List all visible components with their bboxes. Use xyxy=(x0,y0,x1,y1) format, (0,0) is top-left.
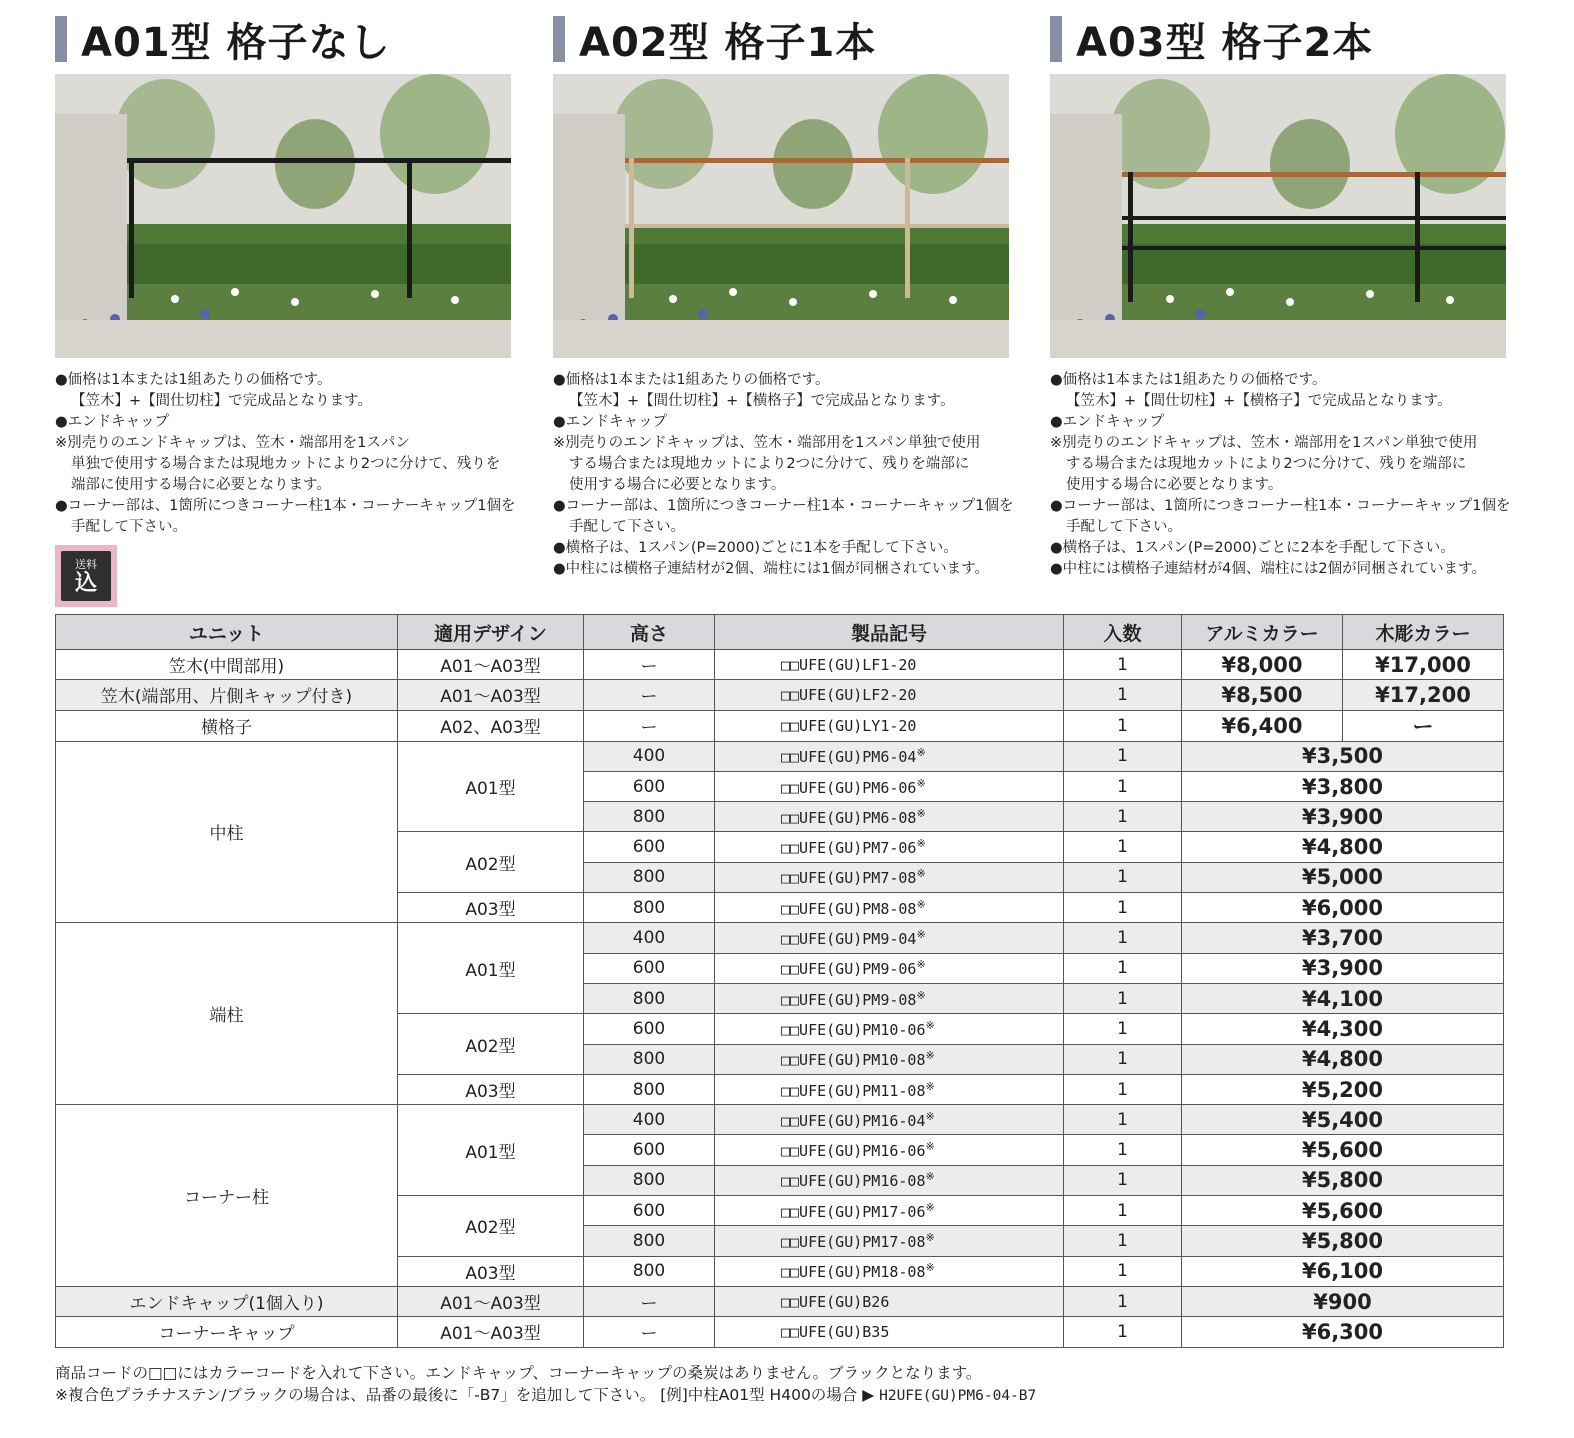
wood-price: ー xyxy=(1343,710,1504,741)
qty-cell: 1 xyxy=(1064,650,1182,680)
product-code: □□UFE(GU)PM6-08※ xyxy=(715,802,1064,832)
price-cell: ¥3,900 xyxy=(1182,953,1504,983)
design-column-a01 xyxy=(55,14,516,538)
height-cell: 600 xyxy=(584,771,715,801)
design-cell: A01型 xyxy=(398,1105,584,1196)
footer-line-1: 商品コードの□□にはカラーコードを入れて下さい。エンドキャップ、コーナーキャップの桑炭はありません。ブラックとなります。 xyxy=(55,1364,982,1382)
header-alumi: アルミカラー xyxy=(1182,615,1343,650)
footer-line-2: ※複合色プラチナステン/ブラックの場合は、品番の最後に「-B7」を追加して下さい。 [例]中柱A01型 H400の場合 ▶ H2UFE(GU)PM6-04-B7 xyxy=(55,1386,1037,1404)
height-cell: 800 xyxy=(584,1044,715,1074)
height-cell: 600 xyxy=(584,1196,715,1226)
unit-cell: 横格子 xyxy=(56,710,398,741)
product-code: □□UFE(GU)PM16-06※ xyxy=(715,1135,1064,1165)
qty-cell: 1 xyxy=(1064,923,1182,953)
design-cell: A02型 xyxy=(398,1196,584,1257)
price-cell: ¥5,200 xyxy=(1182,1074,1504,1104)
product-code: □□UFE(GU)PM16-04※ xyxy=(715,1105,1064,1135)
price-cell: ¥4,800 xyxy=(1182,1044,1504,1074)
note-mark: ※ xyxy=(925,1200,935,1214)
product-code: □□UFE(GU)PM9-08※ xyxy=(715,983,1064,1013)
table-row xyxy=(56,1286,1504,1316)
unit-cell: 端柱 xyxy=(56,923,398,1105)
height-cell: ー xyxy=(584,650,715,680)
fence-photo-a03 xyxy=(1050,74,1506,358)
qty-cell: 1 xyxy=(1064,862,1182,892)
design-cell: A01型 xyxy=(398,923,584,1014)
product-code: □□UFE(GU)PM7-06※ xyxy=(715,832,1064,862)
header-height: 高さ xyxy=(584,615,715,650)
height-cell: 800 xyxy=(584,893,715,923)
height-cell: 800 xyxy=(584,983,715,1013)
note-mark: ※ xyxy=(916,867,926,881)
note-mark: ※ xyxy=(925,1049,935,1063)
product-code: □□UFE(GU)PM18-08※ xyxy=(715,1256,1064,1286)
design-column-a03 xyxy=(1050,14,1511,580)
design-cell: A03型 xyxy=(398,893,584,923)
product-code: □□UFE(GU)PM6-06※ xyxy=(715,771,1064,801)
qty-cell: 1 xyxy=(1064,953,1182,983)
product-code: □□UFE(GU)B35 xyxy=(715,1317,1064,1347)
product-code: □□UFE(GU)LF1-20 xyxy=(715,650,1064,680)
price-cell: ¥3,900 xyxy=(1182,802,1504,832)
example-code: H2UFE(GU)PM6-04-B7 xyxy=(879,1388,1037,1404)
note-mark: ※ xyxy=(916,958,926,972)
note-mark: ※ xyxy=(925,1018,935,1032)
notes-list: ●価格は1本または1組あたりの価格です。 【笠木】+【間仕切柱】+【横格子】で完成品となります。 ●エンドキャップ ※別売りのエンドキャップは、笠木・端部用を1スパン単独で使用 する場合または現地カットにより2つに分けて、残りを端部に 使用する場合に必要となります。 ●コーナー部は、1箇所につきコーナー柱1本・コーナーキャップ1個を 手配して下さい。 ●横格子は、1スパン(P=2000)ごとに1本を手配して下さい。 ●中柱には横格子連結材が2個、端柱には1個が同梱されています。 xyxy=(553,372,1014,577)
height-cell: 400 xyxy=(584,1105,715,1135)
qty-cell: 1 xyxy=(1064,1286,1182,1316)
product-code: □□UFE(GU)PM11-08※ xyxy=(715,1074,1064,1104)
note-mark: ※ xyxy=(925,1261,935,1275)
price-cell: ¥4,800 xyxy=(1182,832,1504,862)
unit-cell: エンドキャップ(1個入り) xyxy=(56,1286,398,1316)
alumi-price: ¥6,400 xyxy=(1182,710,1343,741)
design-cell: A03型 xyxy=(398,1074,584,1104)
arrow-right-icon: ▶ xyxy=(862,1386,875,1404)
design-cell: A01〜A03型 xyxy=(398,680,584,710)
height-cell: ー xyxy=(584,680,715,710)
qty-cell: 1 xyxy=(1064,771,1182,801)
price-cell: ¥4,300 xyxy=(1182,1014,1504,1044)
wood-price: ¥17,200 xyxy=(1343,680,1504,710)
price-cell: ¥6,000 xyxy=(1182,893,1504,923)
design-cell: A01〜A03型 xyxy=(398,1317,584,1347)
title-accent-bar xyxy=(55,16,67,62)
note-mark: ※ xyxy=(916,988,926,1002)
note-mark: ※ xyxy=(916,806,926,820)
price-cell: ¥3,500 xyxy=(1182,741,1504,771)
note-mark: ※ xyxy=(916,897,926,911)
height-cell: 800 xyxy=(584,1256,715,1286)
product-code: □□UFE(GU)PM8-08※ xyxy=(715,893,1064,923)
height-cell: 600 xyxy=(584,1014,715,1044)
height-cell: 400 xyxy=(584,923,715,953)
qty-cell: 1 xyxy=(1064,680,1182,710)
height-cell: ー xyxy=(584,1286,715,1316)
notes-list: ●価格は1本または1組あたりの価格です。 【笠木】+【間仕切柱】で完成品となります。 ●エンドキャップ ※別売りのエンドキャップは、笠木・端部用を1スパン 単独で使用する場合または現地カットにより2つに分けて、残りを 端部に使用する場合に必要となります。 ●コーナー部は、1箇所につきコーナー柱1本・コーナーキャップ1個を 手配して下さい。 xyxy=(55,372,516,535)
product-code: □□UFE(GU)PM17-06※ xyxy=(715,1196,1064,1226)
header-design: 適用デザイン xyxy=(398,615,584,650)
note-mark: ※ xyxy=(916,837,926,851)
footer-notes xyxy=(55,1362,1036,1407)
design-cell: A01〜A03型 xyxy=(398,650,584,680)
design-title: A03型 格子2本 xyxy=(1050,14,1506,64)
unit-cell: コーナーキャップ xyxy=(56,1317,398,1347)
product-code: □□UFE(GU)B26 xyxy=(715,1286,1064,1316)
product-code: □□UFE(GU)PM17-08※ xyxy=(715,1226,1064,1256)
table-row xyxy=(56,710,1504,741)
product-code: □□UFE(GU)LY1-20 xyxy=(715,710,1064,741)
height-cell: 800 xyxy=(584,862,715,892)
price-cell: ¥5,800 xyxy=(1182,1165,1504,1195)
header-unit: ユニット xyxy=(56,615,398,650)
unit-cell: 笠木(中間部用) xyxy=(56,650,398,680)
height-cell: 800 xyxy=(584,1074,715,1104)
note-mark: ※ xyxy=(916,928,926,942)
note-mark: ※ xyxy=(925,1109,935,1123)
product-code: □□UFE(GU)PM10-08※ xyxy=(715,1044,1064,1074)
table-header-row xyxy=(56,615,1504,650)
unit-cell: コーナー柱 xyxy=(56,1105,398,1287)
table-row xyxy=(56,923,1504,953)
height-cell: 800 xyxy=(584,1226,715,1256)
height-cell: ー xyxy=(584,1317,715,1347)
price-cell: ¥6,300 xyxy=(1182,1317,1504,1347)
price-cell: ¥5,800 xyxy=(1182,1226,1504,1256)
price-cell: ¥5,600 xyxy=(1182,1196,1504,1226)
title-accent-bar xyxy=(553,16,565,62)
design-column-a02 xyxy=(553,14,1014,580)
price-cell: ¥3,800 xyxy=(1182,771,1504,801)
title-accent-bar xyxy=(1050,16,1062,62)
note-mark: ※ xyxy=(916,746,926,760)
price-cell: ¥5,600 xyxy=(1182,1135,1504,1165)
design-title: A01型 格子なし xyxy=(55,14,511,64)
product-code: □□UFE(GU)PM7-08※ xyxy=(715,862,1064,892)
design-title: A02型 格子1本 xyxy=(553,14,1009,64)
price-cell: ¥6,100 xyxy=(1182,1256,1504,1286)
qty-cell: 1 xyxy=(1064,1135,1182,1165)
note-mark: ※ xyxy=(925,1170,935,1184)
table-row xyxy=(56,1317,1504,1347)
fence-photo-a01 xyxy=(55,74,511,358)
height-cell: 400 xyxy=(584,741,715,771)
height-cell: 800 xyxy=(584,802,715,832)
product-code: □□UFE(GU)PM6-04※ xyxy=(715,741,1064,771)
unit-cell: 笠木(端部用、片側キャップ付き) xyxy=(56,680,398,710)
alumi-price: ¥8,500 xyxy=(1182,680,1343,710)
product-code: □□UFE(GU)LF2-20 xyxy=(715,680,1064,710)
price-cell: ¥5,400 xyxy=(1182,1105,1504,1135)
qty-cell: 1 xyxy=(1064,1014,1182,1044)
note-mark: ※ xyxy=(925,1230,935,1244)
notes-list: ●価格は1本または1組あたりの価格です。 【笠木】+【間仕切柱】+【横格子】で完成品となります。 ●エンドキャップ ※別売りのエンドキャップは、笠木・端部用を1スパン単独で使用 する場合または現地カットにより2つに分けて、残りを端部に 使用する場合に必要となります。 ●コーナー部は、1箇所につきコーナー柱1本・コーナーキャップ1個を 手配して下さい。 ●横格子は、1スパン(P=2000)ごとに2本を手配して下さい。 ●中柱には横格子連結材が4個、端柱には2個が同梱されています。 xyxy=(1050,372,1511,577)
header-wood: 木彫カラー xyxy=(1343,615,1504,650)
table-row xyxy=(56,680,1504,710)
height-cell: 800 xyxy=(584,1165,715,1195)
product-code: □□UFE(GU)PM9-06※ xyxy=(715,953,1064,983)
qty-cell: 1 xyxy=(1064,1256,1182,1286)
header-qty: 入数 xyxy=(1064,615,1182,650)
alumi-price: ¥8,000 xyxy=(1182,650,1343,680)
design-cell: A02型 xyxy=(398,832,584,893)
price-cell: ¥5,000 xyxy=(1182,862,1504,892)
note-mark: ※ xyxy=(925,1140,935,1154)
height-cell: 600 xyxy=(584,832,715,862)
qty-cell: 1 xyxy=(1064,1196,1182,1226)
qty-cell: 1 xyxy=(1064,832,1182,862)
height-cell: 600 xyxy=(584,1135,715,1165)
product-code: □□UFE(GU)PM10-06※ xyxy=(715,1014,1064,1044)
design-cell: A01〜A03型 xyxy=(398,1286,584,1316)
price-cell: ¥900 xyxy=(1182,1286,1504,1316)
design-cell: A03型 xyxy=(398,1256,584,1286)
table-row xyxy=(56,1105,1504,1135)
qty-cell: 1 xyxy=(1064,893,1182,923)
table-row xyxy=(56,650,1504,680)
fence-photo-a02 xyxy=(553,74,1009,358)
shipping-included-badge: 送料 込 xyxy=(55,545,117,607)
qty-cell: 1 xyxy=(1064,1074,1182,1104)
qty-cell: 1 xyxy=(1064,983,1182,1013)
qty-cell: 1 xyxy=(1064,1105,1182,1135)
qty-cell: 1 xyxy=(1064,1317,1182,1347)
price-table xyxy=(55,614,1504,1348)
height-cell: 600 xyxy=(584,953,715,983)
design-cell: A02型 xyxy=(398,1014,584,1075)
unit-cell: 中柱 xyxy=(56,741,398,923)
note-mark: ※ xyxy=(916,776,926,790)
design-cell: A02、A03型 xyxy=(398,710,584,741)
wood-price: ¥17,000 xyxy=(1343,650,1504,680)
height-cell: ー xyxy=(584,710,715,741)
qty-cell: 1 xyxy=(1064,741,1182,771)
qty-cell: 1 xyxy=(1064,1044,1182,1074)
header-code: 製品記号 xyxy=(715,615,1064,650)
qty-cell: 1 xyxy=(1064,1165,1182,1195)
price-cell: ¥3,700 xyxy=(1182,923,1504,953)
price-cell: ¥4,100 xyxy=(1182,983,1504,1013)
note-mark: ※ xyxy=(925,1079,935,1093)
product-code: □□UFE(GU)PM16-08※ xyxy=(715,1165,1064,1195)
qty-cell: 1 xyxy=(1064,1226,1182,1256)
table-row xyxy=(56,741,1504,771)
product-code: □□UFE(GU)PM9-04※ xyxy=(715,923,1064,953)
qty-cell: 1 xyxy=(1064,802,1182,832)
design-cell: A01型 xyxy=(398,741,584,832)
qty-cell: 1 xyxy=(1064,710,1182,741)
